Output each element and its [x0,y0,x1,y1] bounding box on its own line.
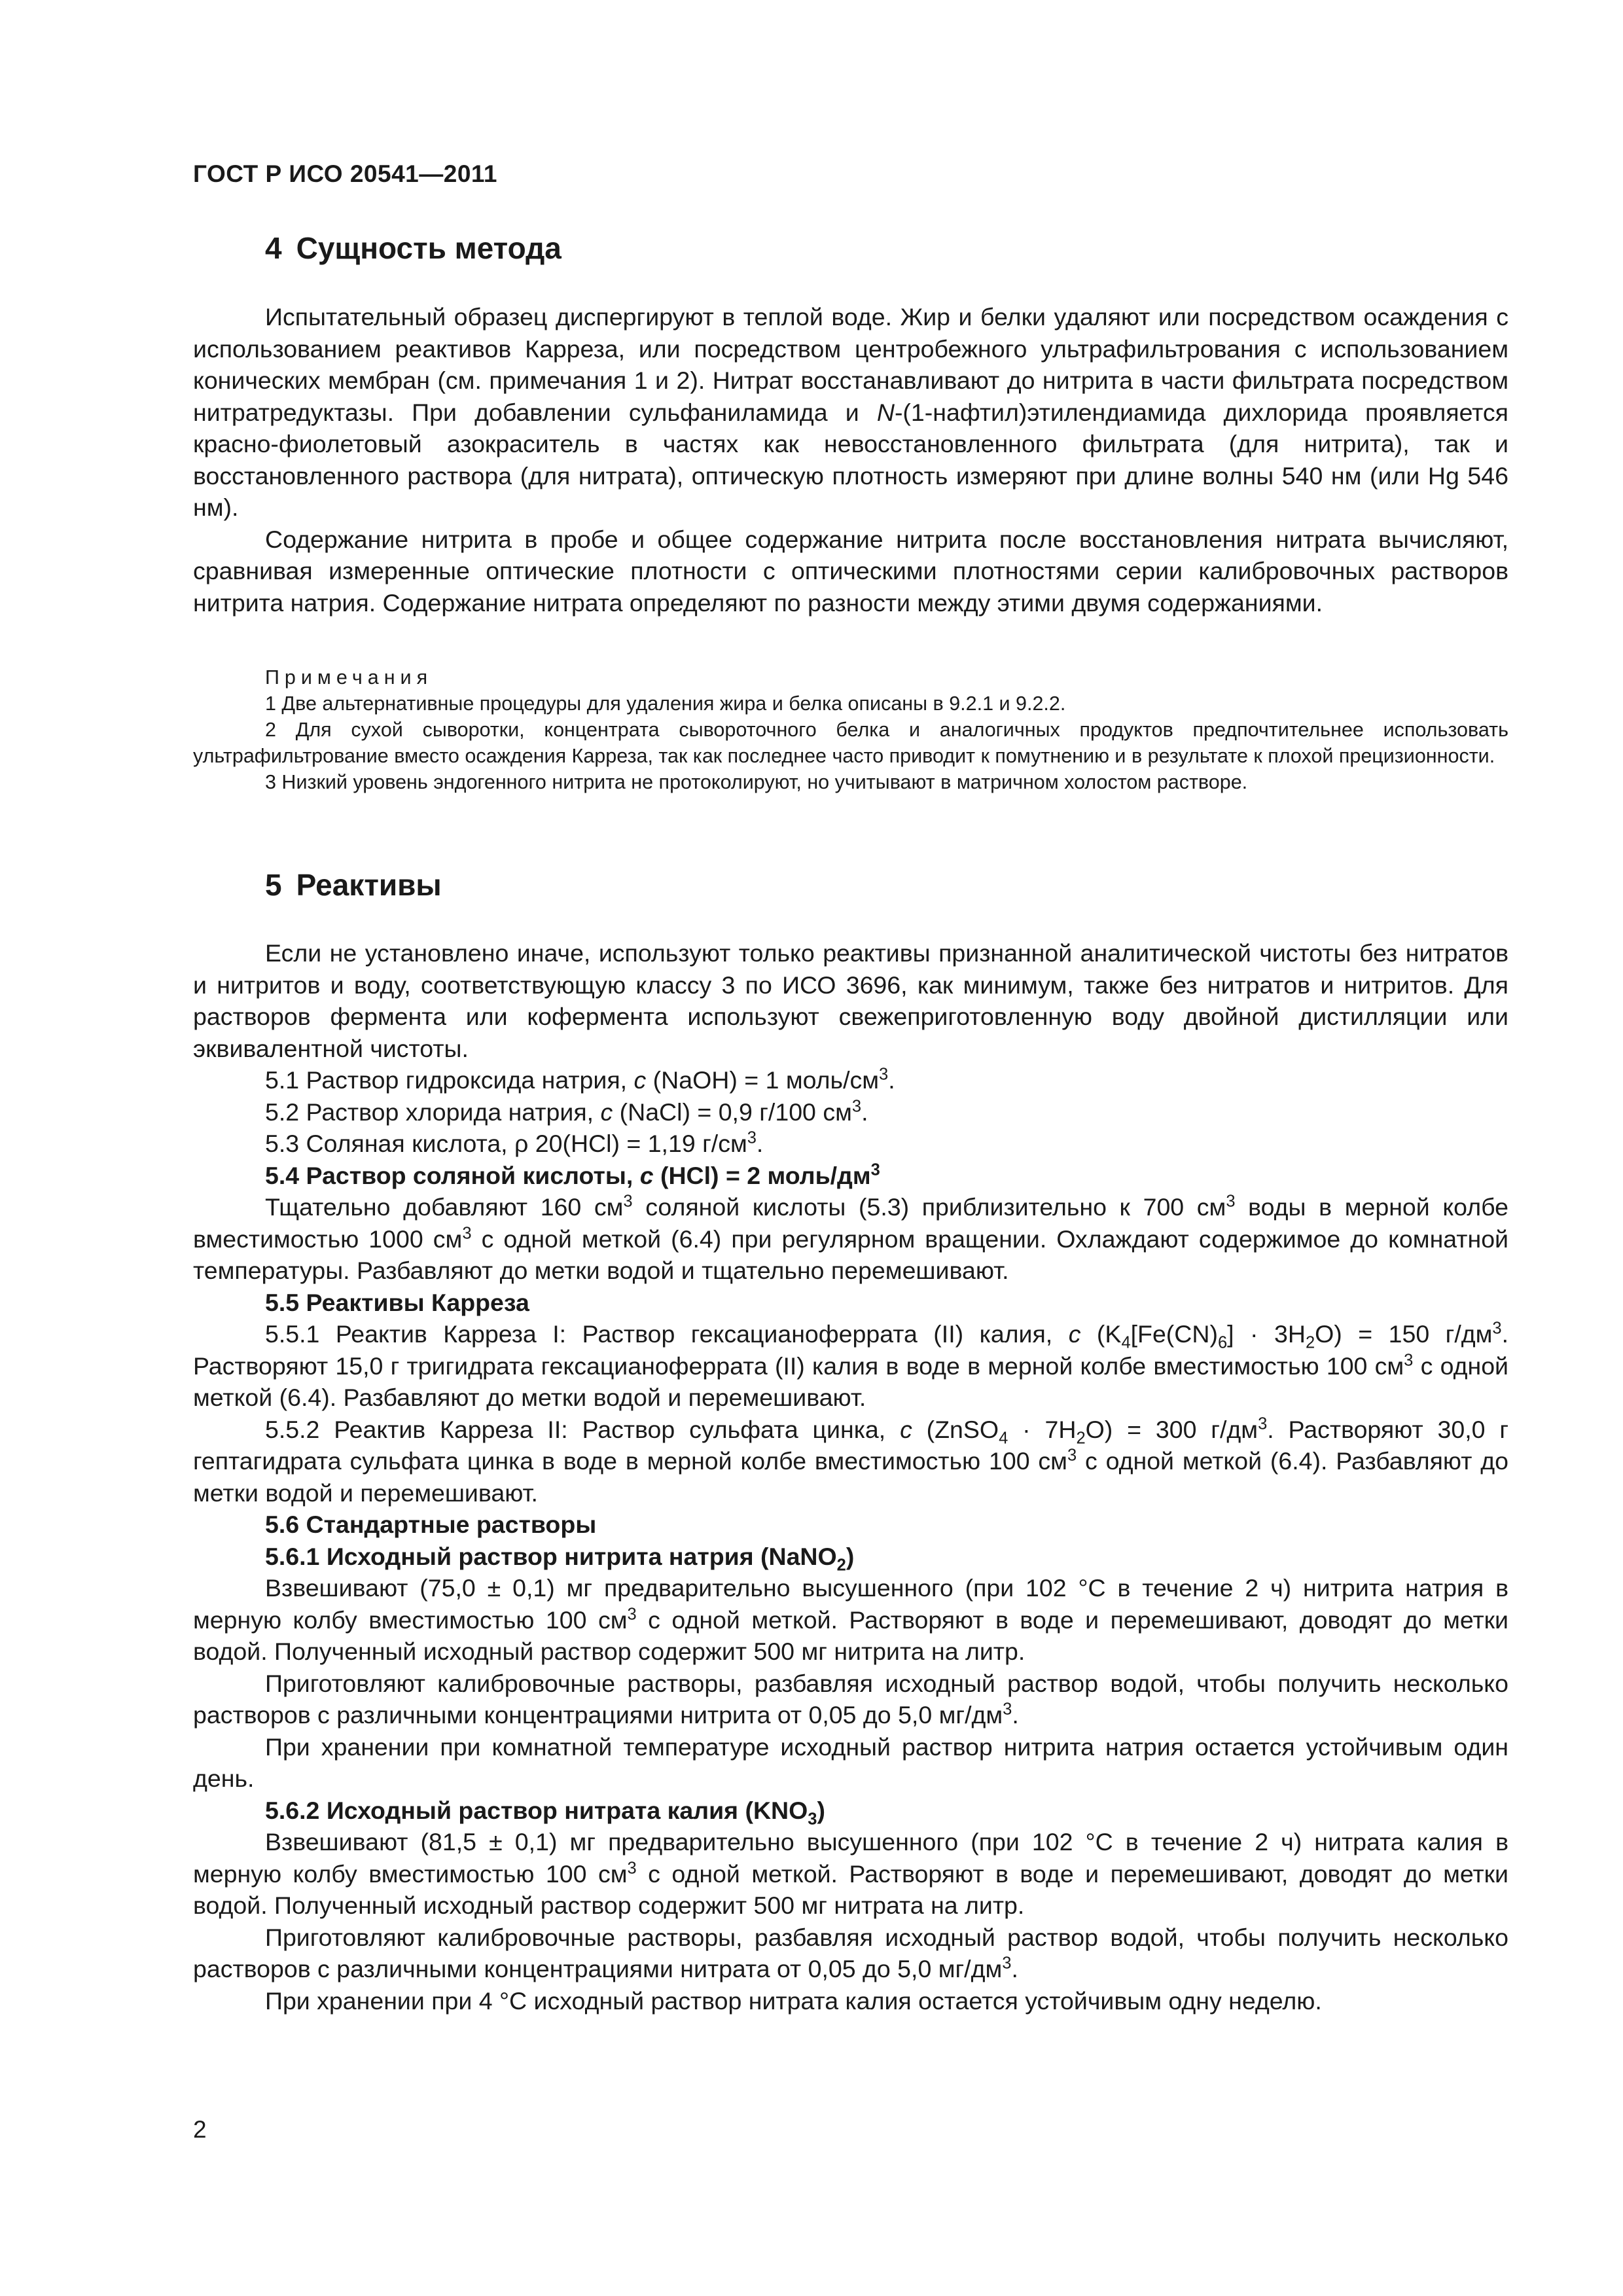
note-item: 2 Для сухой сыворотки, концентрата сывороточного белка и аналогичных продуктов предпочтительнее использовать ультрафильтрование вместо осаждения Карреза, так как последнее часто приводит к помутнению и в результате к плохой прецизионности. [193,719,1508,767]
paragraph: Содержание нитрита в пробе и общее содержание нитрита после восстановления нитрата вычисляют, сравнивая измеренные оптические плотности с оптическими плотностями серии калибровочных растворов нитрита натрия. Содержание нитрата определяют по разности между этими двумя содержаниями. [193,525,1508,617]
list-item: 5.1 Раствор гидроксида натрия, c (NaOH) = 1 моль/$см^3$. [265,1065,895,1094]
section-title: Реактивы [296,868,442,902]
section-number: 4 [265,231,282,265]
subsection-heading: 5.4 Раствор соляной кислоты, c (HCl) = 2 моль/$дм^3$ [265,1160,880,1189]
document-code-header: ГОСТ Р ИСО 20541—2011 [193,160,498,187]
section-title: Сущность метода [296,231,562,265]
note-item: 1 Две альтернативные процедуры для удаления жира и белка описаны в 9.2.1 и 9.2.2. [265,692,1066,715]
subsection-heading: 5.6.1 Исходный раствор нитрита натрия (NaNO$_2$) [265,1542,855,1574]
paragraph: Взвешивают (75,0 ± 0,1) мг предварительно высушенного (при 102 °C в течение 2 ч) нитрита натрия в мерную колбу вместимостью 100 $см^3$ с одной меткой. Растворяют в воде и перемешивают, доводят до метки водой. Полученный исходный раствор содержит 500 мг нитрита на литр. [193,1574,1508,1665]
paragraph: 5.5.1 Реактив Карреза I: Раствор гексацианоферрата (II) калия, c $(K_4[Fe(CN)_6] \cdot 3H_2O) = 150$ $г/дм^3$. Растворяют 15,0 г тригидрата гексацианоферрата (II) калия в воде в мерной колбе вместимостью 100 $см^3$ с одной меткой (6.4). Разбавляют до метки водой и перемешивают. [193,1319,1509,1411]
list-item: 5.2 Раствор хлорида натрия, c (NaCl) = 0,9 г/100 $см^3$. [265,1097,868,1126]
paragraph: Тщательно добавляют 160 $см^3$ соляной кислоты (5.3) приблизительно к 700 $см^3$ воды в мерной колбе вместимостью 1000 $см^3$ с одной меткой (6.4) при регулярном вращении. Охлаждают содержимое до комнатной температуры. Разбавляют до метки водой и тщательно перемешивают. [193,1192,1508,1284]
paragraph: Взвешивают (81,5 ± 0,1) мг предварительно высушенного (при 102 °C в течение 2 ч) нитрата калия в мерную колбу вместимостью 100 $см^3$ с одной меткой. Растворяют в воде и перемешивают, доводят до метки водой. Полученный исходный раствор содержит 500 мг нитрата на литр. [193,1828,1508,1919]
note-item: 3 Низкий уровень эндогенного нитрита не протоколируют, но учитывают в матричном холостом растворе. [265,771,1248,793]
section-number: 5 [265,868,282,902]
paragraph: Испытательный образец диспергируют в теплой воде. Жир и белки удаляют или посредством осаждения с использованием реактивов Карреза, или посредством центробежного ультрафильтрования с использованием конических мембран (см. примечания 1 и 2). Нитрат восстанавливают до нитрита в части фильтрата посредством нитратредуктазы. При добавлении сульфаниламида и N-(1-нафтил)этилендиамида дихлорида проявляется красно-фиолетовый азокраситель в частях как невосстановленного фильтрата (для нитрита), так и восстановленного раствора (для нитрата), оптическую плотность измеряют при длине волны 540 нм (или Hg 546 нм). [193,303,1508,521]
subsection-heading: 5.5 Реактивы Карреза [265,1288,529,1316]
paragraph: Приготовляют калибровочные растворы, разбавляя исходный раствор водой, чтобы получить несколько растворов с различными концентрациями нитрата от 0,05 до 5,0 $мг/дм^3$. [193,1923,1508,1982]
paragraph: Если не установлено иначе, используют только реактивы признанной аналитической чистоты без нитратов и нитритов и воду, соответствующую классу 3 по ИСО 3696, как минимум, также без нитратов и нитритов. Для растворов фермента или кофермента используют свежеприготовленную воду двойной дистилляции или эквивалентной чистоты. [193,939,1508,1062]
section-5-heading [265,867,442,903]
list-item: 5.3 Соляная кислота, ρ 20(HCl) = 1,19 $г/см^3$. [265,1128,764,1157]
paragraph: Приготовляют калибровочные растворы, разбавляя исходный раствор водой, чтобы получить несколько растворов с различными концентрациями нитрита от 0,05 до 5,0 $мг/дм^3$. [193,1669,1508,1729]
section-5-body [193,937,1508,2017]
notes-block [193,664,1508,795]
paragraph: При хранении при 4 °C исходный раствор нитрата калия остается устойчивым одну неделю. [265,1986,1322,2015]
paragraph: 5.5.2 Реактив Карреза II: Раствор сульфата цинка, c (ZnSO$_4$ · $7H_2O) = 300$ $г/дм^3$. Растворяют 30,0 г гептагидрата сульфата цинка в воде в мерной колбе вместимостью 100 $см^3$ с одной меткой (6.4). Разбавляют до метки водой и перемешивают. [193,1414,1509,1507]
subsection-heading: 5.6 Стандартные растворы [265,1511,597,1538]
page-number: 2 [193,2116,207,2143]
notes-title: Примечания [265,666,433,689]
paragraph: При хранении при комнатной температуре исходный раствор нитрита натрия остается устойчивым один день. [193,1732,1508,1792]
subsection-heading: 5.6.2 Исходный раствор нитрата калия $(KNO_3)$ [265,1796,825,1828]
section-4-heading [265,230,562,266]
section-4-body [193,301,1508,619]
